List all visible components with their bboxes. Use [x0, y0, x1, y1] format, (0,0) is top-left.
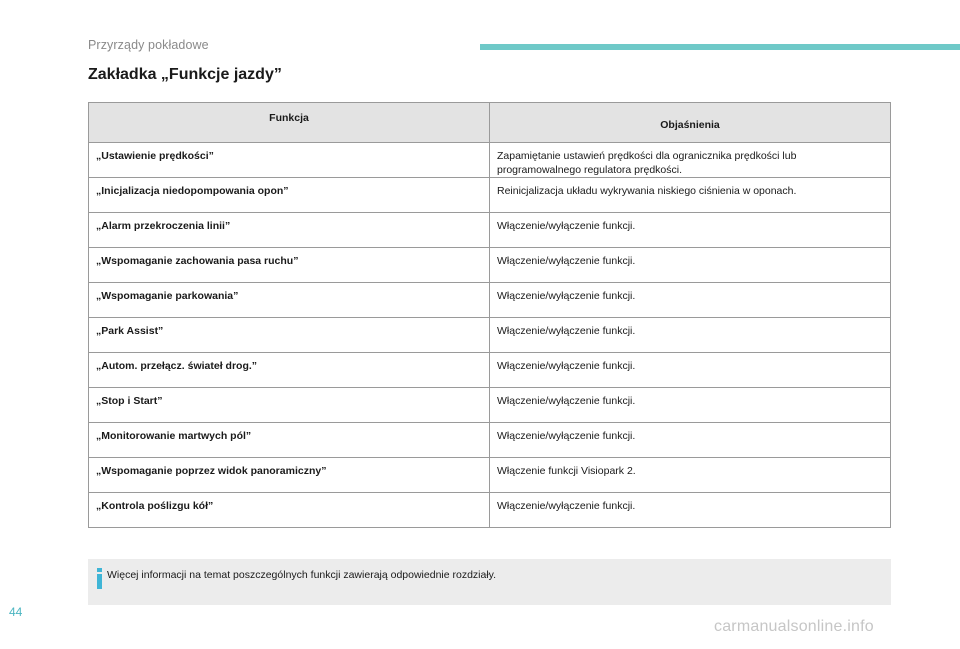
explanation-cell: Włączenie/wyłączenie funkcji.	[490, 493, 891, 528]
column-header-function: Funkcja	[89, 103, 490, 143]
function-cell: „Kontrola poślizgu kół”	[89, 493, 490, 528]
driving-functions-table	[88, 102, 891, 528]
function-cell: „Wspomaganie zachowania pasa ruchu”	[89, 248, 490, 283]
function-cell: „Park Assist”	[89, 318, 490, 353]
table-row	[89, 318, 891, 353]
explanation-cell: Zapamiętanie ustawień prędkości dla ogranicznika prędkości lub programowalnego regulatora prędkości.	[490, 143, 891, 178]
page-number: 44	[9, 605, 23, 619]
column-header-explanation: Objaśnienia	[490, 103, 891, 143]
table-row	[89, 248, 891, 283]
table-row	[89, 353, 891, 388]
info-icon	[96, 568, 102, 589]
function-cell: „Wspomaganie poprzez widok panoramiczny”	[89, 458, 490, 493]
table-row	[89, 178, 891, 213]
explanation-cell: Włączenie/wyłączenie funkcji.	[490, 283, 891, 318]
table-row	[89, 458, 891, 493]
function-cell: „Alarm przekroczenia linii”	[89, 213, 490, 248]
function-cell: „Inicjalizacja niedopompowania opon”	[89, 178, 490, 213]
page-heading: Zakładka „Funkcje jazdy”	[88, 66, 282, 83]
function-cell: „Autom. przełącz. świateł drog.”	[89, 353, 490, 388]
explanation-cell: Włączenie/wyłączenie funkcji.	[490, 388, 891, 423]
table-row	[89, 423, 891, 458]
watermark: carmanualsonline.info	[714, 618, 874, 635]
explanation-cell: Reinicjalizacja układu wykrywania niskiego ciśnienia w oponach.	[490, 178, 891, 213]
explanation-cell: Włączenie/wyłączenie funkcji.	[490, 353, 891, 388]
table-row	[89, 143, 891, 178]
table-header-row	[89, 103, 891, 143]
table-row	[89, 493, 891, 528]
table-row	[89, 213, 891, 248]
info-note	[88, 559, 891, 605]
function-cell: „Ustawienie prędkości”	[89, 143, 490, 178]
table-row	[89, 283, 891, 318]
function-cell: „Monitorowanie martwych pól”	[89, 423, 490, 458]
explanation-cell: Włączenie/wyłączenie funkcji.	[490, 423, 891, 458]
section-title: Przyrządy pokładowe	[88, 38, 209, 52]
table-row	[89, 388, 891, 423]
header-accent-bar	[480, 44, 960, 50]
explanation-cell: Włączenie/wyłączenie funkcji.	[490, 213, 891, 248]
function-cell: „Wspomaganie parkowania”	[89, 283, 490, 318]
explanation-cell: Włączenie/wyłączenie funkcji.	[490, 248, 891, 283]
function-cell: „Stop i Start”	[89, 388, 490, 423]
info-note-text: Więcej informacji na temat poszczególnych funkcji zawierają odpowiednie rozdziały.	[107, 569, 497, 581]
explanation-cell: Włączenie/wyłączenie funkcji.	[490, 318, 891, 353]
explanation-cell: Włączenie funkcji Visiopark 2.	[490, 458, 891, 493]
